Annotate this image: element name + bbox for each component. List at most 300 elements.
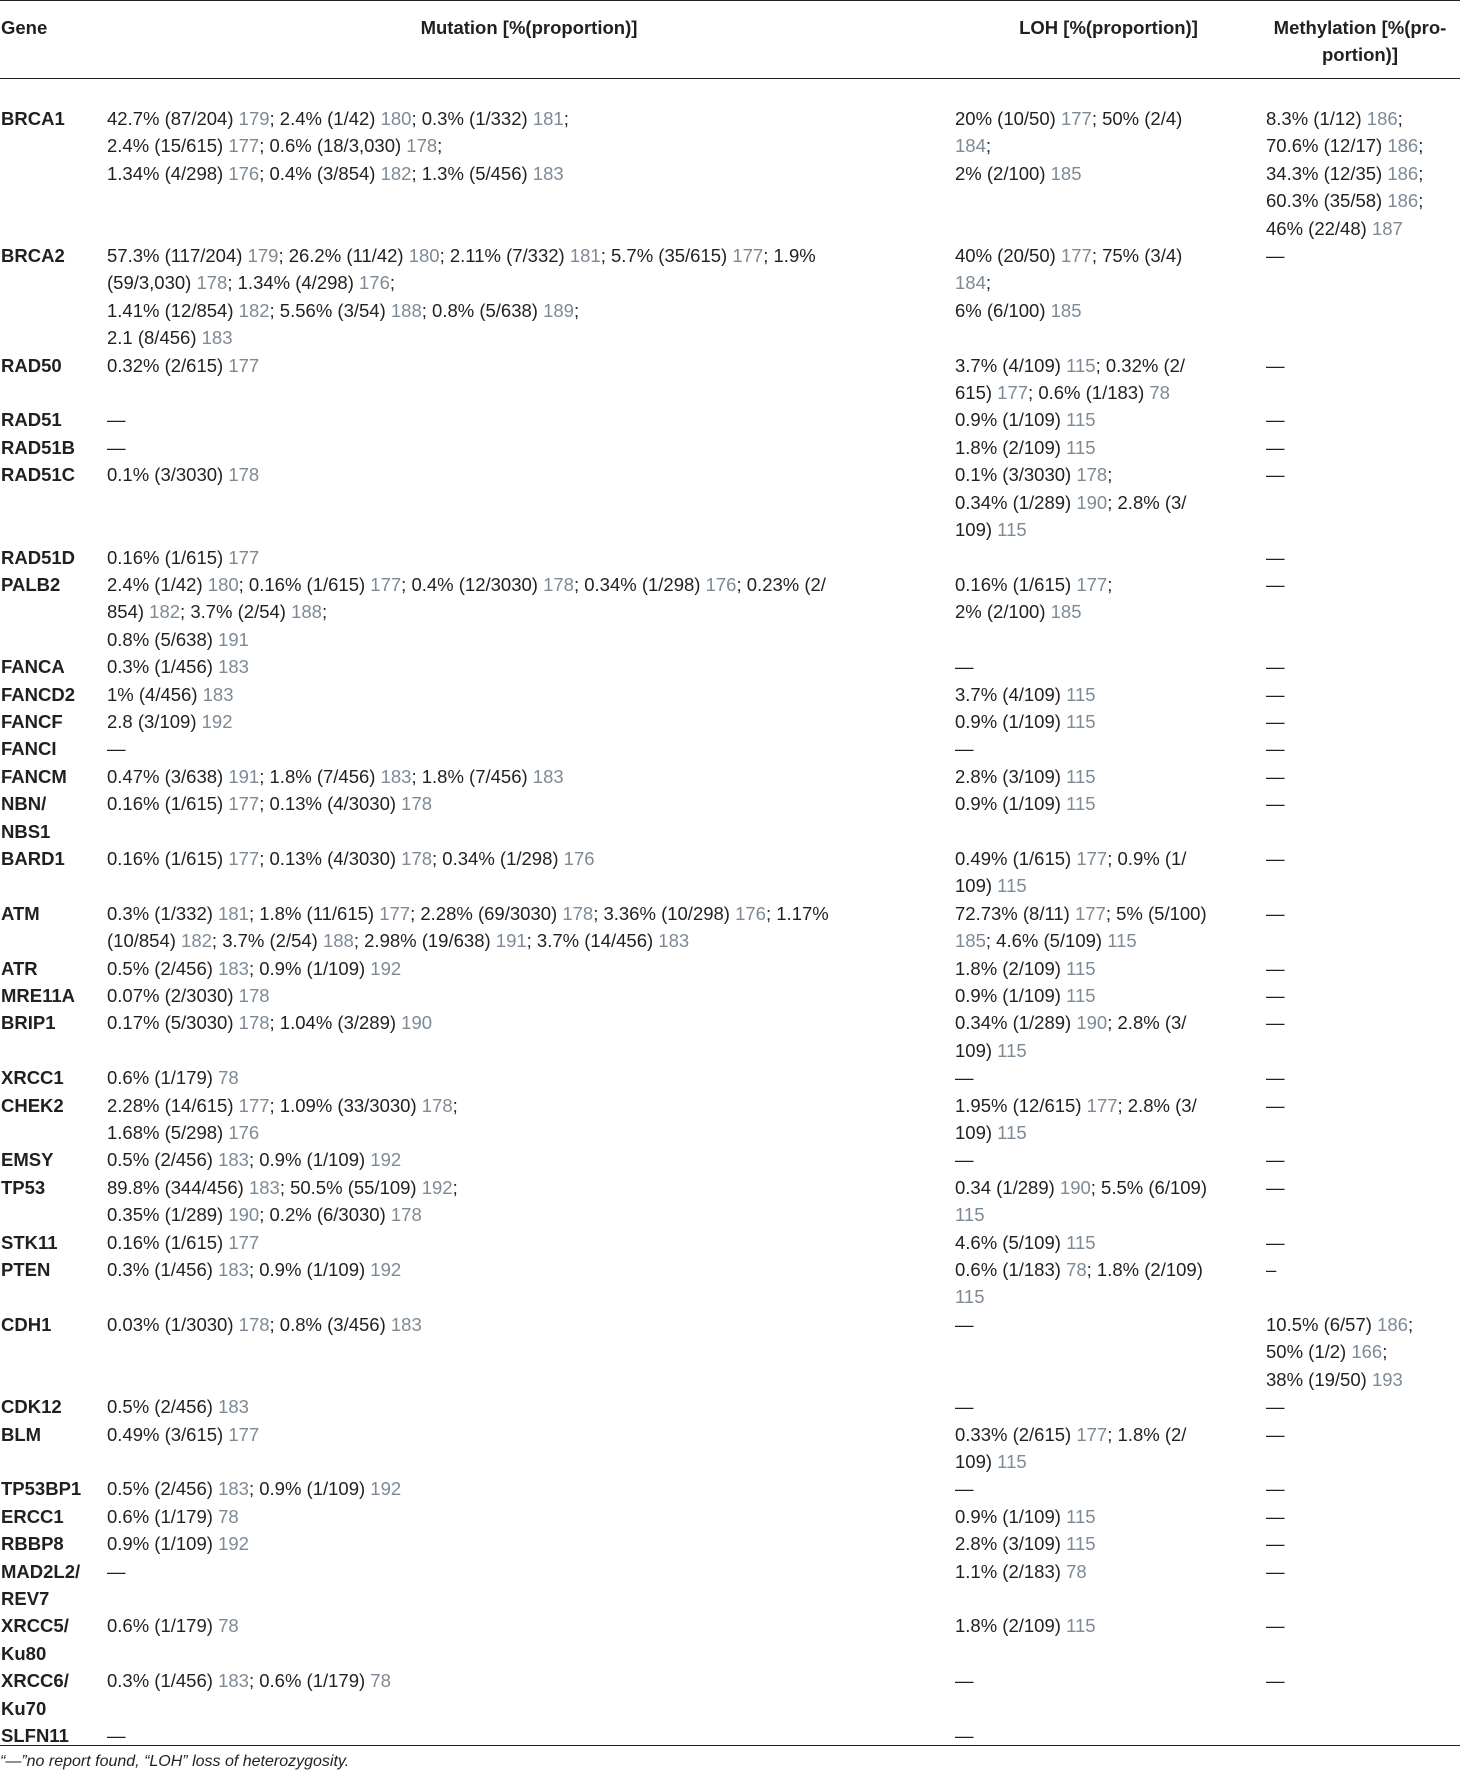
citation-ref: 185 <box>1050 162 1082 184</box>
loh-cell <box>955 1229 1262 1256</box>
mutation-cell <box>103 1667 955 1722</box>
value-text: — <box>1266 985 1285 1006</box>
citation-ref: 78 <box>370 1670 391 1692</box>
header-mutation: Mutation [%(proportion)] <box>420 17 638 38</box>
value-text: 72.73% (8/11) <box>955 902 1075 924</box>
value-text: ; <box>985 135 992 157</box>
loh-line <box>955 598 1258 625</box>
value-text: ; 1.17% <box>765 902 829 924</box>
value-text: ; 0.8% (5/638) <box>421 299 544 321</box>
loh-cell <box>955 763 1262 790</box>
value-text: 0.6% (1/183) <box>955 1259 1067 1281</box>
value-text: 0.49% (3/615) <box>107 1423 229 1445</box>
citation-ref: 178 <box>196 272 228 294</box>
gene-name-line: XRCC5/ <box>1 1615 69 1637</box>
citation-ref: 177 <box>228 1423 260 1445</box>
citation-ref: 178 <box>1076 464 1108 486</box>
table-row <box>0 982 1460 1009</box>
citation-ref: 183 <box>532 162 564 184</box>
value-text: 0.6% (1/179) <box>107 1505 219 1527</box>
value-text: 615) <box>955 382 998 404</box>
mutation-cell <box>103 352 955 407</box>
methylation-line <box>1266 571 1460 598</box>
mutation-line <box>107 1612 949 1639</box>
mutation-cell <box>103 1256 955 1311</box>
citation-ref: 115 <box>1066 1231 1096 1253</box>
methylation-line <box>1266 653 1460 680</box>
gene-name-line: PTEN <box>1 1259 51 1281</box>
methylation-cell <box>1262 1174 1460 1229</box>
loh-line <box>955 1503 1258 1530</box>
gene-name-line: FANCM <box>1 765 67 787</box>
citation-ref: 188 <box>390 299 422 321</box>
gene-name-cell <box>0 1612 103 1667</box>
gene-name-line: RAD51D <box>1 546 76 568</box>
value-text: ; <box>437 135 443 157</box>
gene-name-line: FANCF <box>1 710 63 732</box>
loh-line <box>955 927 1258 954</box>
methylation-line <box>1266 681 1460 708</box>
citation-ref: 185 <box>1050 601 1082 623</box>
citation-ref: 177 <box>1074 902 1106 924</box>
table-row <box>0 845 1460 900</box>
value-text: ; 3.7% (2/54) <box>180 601 292 623</box>
loh-line <box>955 105 1258 132</box>
value-text: ; 0.34% (1/298) <box>573 573 706 595</box>
value-text: 0.5% (2/456) <box>107 957 219 979</box>
value-text: — <box>1266 738 1285 760</box>
loh-cell <box>955 1393 1262 1420</box>
value-text: 2.4% (1/42) <box>107 573 208 595</box>
citation-ref: 115 <box>1066 1533 1096 1555</box>
gene-name-line: BRIP1 <box>1 1012 56 1034</box>
gene-name-line: RAD50 <box>1 354 62 376</box>
value-text: 89.8% (344/456) <box>107 1176 249 1198</box>
value-text: — <box>955 1724 974 1746</box>
header-loh: LOH [%(proportion)] <box>1019 17 1198 38</box>
gene-name-line: NBS1 <box>1 820 51 842</box>
value-text: ; 0.13% (4/3030) <box>259 793 402 815</box>
citation-ref: 176 <box>228 1122 260 1144</box>
value-text: 0.6% (1/179) <box>107 1067 219 1089</box>
loh-cell <box>955 1667 1262 1722</box>
citation-ref: 179 <box>247 245 279 267</box>
value-text: — <box>1266 436 1285 458</box>
table-row <box>0 1612 1460 1667</box>
citation-ref: 178 <box>543 573 574 595</box>
loh-line <box>955 1667 1258 1694</box>
methylation-line <box>1266 1612 1460 1639</box>
mutation-line <box>107 1393 949 1420</box>
citation-ref: 185 <box>955 930 986 952</box>
mutation-line <box>107 434 949 461</box>
value-text: (10/854) <box>107 930 182 952</box>
value-text: 4.6% (5/109) <box>955 1231 1067 1253</box>
value-text: — <box>107 1724 126 1746</box>
mutation-cell <box>103 735 955 762</box>
citation-ref: 182 <box>380 162 412 184</box>
gene-name-line: XRCC6/ <box>1 1670 69 1692</box>
mutation-line <box>107 132 949 159</box>
gene-name-line: Ku70 <box>1 1697 47 1719</box>
methylation-cell <box>1262 735 1460 762</box>
mutation-line <box>107 1311 949 1338</box>
value-text: — <box>1266 1094 1285 1116</box>
value-text: ; 1.04% (3/289) <box>269 1012 402 1034</box>
citation-ref: 184 <box>955 135 986 157</box>
gene-name-cell <box>0 955 103 982</box>
gene-name-cell <box>0 1146 103 1173</box>
citation-ref: 115 <box>1107 930 1137 952</box>
value-text: 1.68% (5/298) <box>107 1122 229 1144</box>
gene-name-line: FANCA <box>1 656 65 678</box>
methylation-cell <box>1262 1475 1460 1502</box>
mutation-line <box>107 406 949 433</box>
table-header-row <box>0 0 1460 93</box>
value-text: — <box>1266 656 1285 678</box>
loh-line <box>955 790 1258 817</box>
value-text: — <box>1266 1505 1285 1527</box>
loh-line <box>955 653 1258 680</box>
mutation-line <box>107 1558 949 1585</box>
loh-cell <box>955 544 1262 571</box>
methylation-cell <box>1262 1146 1460 1173</box>
table-row <box>0 1421 1460 1476</box>
citation-ref: 177 <box>1076 1423 1108 1445</box>
mutation-line <box>107 845 949 872</box>
citation-ref: 178 <box>238 1012 270 1034</box>
loh-cell <box>955 708 1262 735</box>
citation-ref: 78 <box>218 1505 239 1527</box>
loh-cell <box>955 900 1262 955</box>
value-text: ; 1.9% <box>763 245 816 267</box>
gene-name-line: RAD51C <box>1 464 76 486</box>
gene-name-line: BLM <box>1 1423 42 1445</box>
loh-line <box>955 1256 1258 1283</box>
gene-name-cell <box>0 1064 103 1091</box>
gene-name-line: FANCD2 <box>1 683 76 705</box>
mutation-line <box>107 1530 949 1557</box>
value-text: 0.16% (1/615) <box>107 546 229 568</box>
value-text: 38% (19/50) <box>1266 1368 1372 1390</box>
mutation-cell <box>103 1229 955 1256</box>
value-text: ; 3.7% (2/54) <box>211 930 323 952</box>
value-text: ; 1.8% (7/456) <box>259 765 381 787</box>
mutation-line <box>107 708 949 735</box>
citation-ref: 192 <box>218 1533 249 1555</box>
table-row <box>0 1475 1460 1502</box>
loh-cell <box>955 1475 1262 1502</box>
methylation-line <box>1266 1421 1460 1448</box>
methylation-line <box>1266 352 1460 379</box>
value-text: — <box>1266 546 1285 568</box>
loh-line <box>955 571 1258 598</box>
value-text: ; <box>1382 1341 1388 1363</box>
table-row <box>0 1503 1460 1530</box>
citation-ref: 115 <box>1066 793 1096 815</box>
table-body <box>0 93 1460 1749</box>
methylation-cell <box>1262 352 1460 407</box>
methylation-line <box>1266 1229 1460 1256</box>
mutation-cell <box>103 982 955 1009</box>
gene-name-cell <box>0 1229 103 1256</box>
citation-ref: 183 <box>532 765 564 787</box>
value-text: 0.5% (2/456) <box>107 1149 219 1171</box>
value-text: 2.1 (8/456) <box>107 327 202 349</box>
citation-ref: 184 <box>955 272 986 294</box>
gene-name-cell <box>0 845 103 900</box>
table-row <box>0 461 1460 543</box>
value-text: 0.5% (2/456) <box>107 1396 219 1418</box>
citation-ref: 181 <box>218 902 249 924</box>
citation-ref: 183 <box>218 1396 249 1418</box>
loh-cell <box>955 461 1262 543</box>
loh-line <box>955 352 1258 379</box>
mutation-cell <box>103 1092 955 1147</box>
methylation-line <box>1266 1009 1460 1036</box>
mutation-cell <box>103 1174 955 1229</box>
value-text: ; 5.5% (6/109) <box>1090 1176 1207 1198</box>
methylation-line <box>1266 1667 1460 1694</box>
mutation-cell <box>103 406 955 433</box>
value-text: 2.4% (15/615) <box>107 135 229 157</box>
value-text: 1.41% (12/854) <box>107 299 239 321</box>
value-text: ; 0.34% (1/298) <box>432 847 564 869</box>
citation-ref: 78 <box>1066 1560 1087 1582</box>
citation-ref: 191 <box>218 628 249 650</box>
gene-name-line: CHEK2 <box>1 1094 64 1116</box>
value-text: 0.16% (1/615) <box>955 573 1077 595</box>
table-row <box>0 1146 1460 1173</box>
mutation-line <box>107 982 949 1009</box>
value-text: — <box>107 738 126 760</box>
value-text: 854) <box>107 601 150 623</box>
mutation-line <box>107 955 949 982</box>
value-text: 109) <box>955 519 998 541</box>
value-text: 0.34 (1/289) <box>955 1176 1060 1198</box>
citation-ref: 190 <box>1076 491 1108 513</box>
value-text: ; 0.9% (1/109) <box>248 957 371 979</box>
value-text: 109) <box>955 875 998 897</box>
mutation-line <box>107 1119 949 1146</box>
citation-ref: 178 <box>401 847 433 869</box>
value-text: — <box>1266 1615 1285 1637</box>
loh-line <box>955 1558 1258 1585</box>
methylation-line <box>1266 215 1460 242</box>
citation-ref: 190 <box>1076 1012 1108 1034</box>
citation-ref: 115 <box>1066 765 1096 787</box>
methylation-cell <box>1262 406 1460 433</box>
value-text: — <box>1266 683 1285 705</box>
methylation-cell <box>1262 982 1460 1009</box>
methylation-line <box>1266 544 1460 571</box>
value-text: — <box>1266 1012 1285 1034</box>
value-text: ; 0.9% (1/109) <box>248 1259 371 1281</box>
citation-ref: 115 <box>1066 436 1096 458</box>
table-row <box>0 763 1460 790</box>
mutation-cell <box>103 1503 955 1530</box>
citation-ref: 78 <box>1066 1259 1087 1281</box>
value-text: 1.1% (2/183) <box>955 1560 1067 1582</box>
value-text: 1% (4/456) <box>107 683 203 705</box>
value-text: — <box>1266 1231 1285 1253</box>
table-row <box>0 352 1460 407</box>
value-text: 2.8% (3/109) <box>955 1533 1067 1555</box>
gene-name-cell <box>0 544 103 571</box>
value-text: — <box>1266 245 1285 267</box>
value-text: 2% (2/100) <box>955 162 1051 184</box>
citation-ref: 115 <box>1066 957 1096 979</box>
mutation-cell <box>103 1530 955 1557</box>
methylation-line <box>1266 1064 1460 1091</box>
methylation-cell <box>1262 845 1460 900</box>
citation-ref: 115 <box>997 875 1027 897</box>
methylation-line <box>1266 1503 1460 1530</box>
loh-line <box>955 1448 1258 1475</box>
loh-cell <box>955 1064 1262 1091</box>
value-text: 46% (22/48) <box>1266 217 1372 239</box>
mutation-line <box>107 1421 949 1448</box>
loh-cell <box>955 735 1262 762</box>
loh-line <box>955 1174 1258 1201</box>
citation-ref: 115 <box>1066 1615 1096 1637</box>
value-text: ; <box>452 1094 458 1116</box>
methylation-cell <box>1262 105 1460 242</box>
loh-cell <box>955 1530 1262 1557</box>
methylation-cell <box>1262 242 1460 352</box>
citation-ref: 177 <box>238 1094 270 1116</box>
methylation-cell <box>1262 1229 1460 1256</box>
value-text: (59/3,030) <box>107 272 197 294</box>
table-row <box>0 1092 1460 1147</box>
loh-line <box>955 763 1258 790</box>
mutation-line <box>107 927 949 954</box>
loh-line <box>955 845 1258 872</box>
citation-ref: 190 <box>401 1012 433 1034</box>
gene-name-line: SLFN11 <box>1 1724 69 1746</box>
value-text: — <box>1266 1176 1285 1198</box>
value-text: ; 0.23% (2/ <box>736 573 826 595</box>
citation-ref: 176 <box>359 272 390 294</box>
methylation-cell <box>1262 1667 1460 1722</box>
table-row <box>0 1558 1460 1613</box>
value-text: 0.3% (1/456) <box>107 1670 219 1692</box>
table-row <box>0 1393 1460 1420</box>
citation-ref: 177 <box>1086 1094 1118 1116</box>
loh-cell <box>955 982 1262 1009</box>
value-text: 0.9% (1/109) <box>955 1505 1067 1527</box>
table-row <box>0 242 1460 352</box>
mutation-line <box>107 735 949 762</box>
table-row <box>0 1229 1460 1256</box>
methylation-line <box>1266 1174 1460 1201</box>
methylation-line <box>1266 132 1460 159</box>
value-text: ; 0.4% (3/854) <box>259 162 381 184</box>
loh-line <box>955 1311 1258 1338</box>
mutation-cell <box>103 461 955 543</box>
methylation-line <box>1266 1146 1460 1173</box>
value-text: 0.35% (1/289) <box>107 1204 229 1226</box>
citation-ref: 187 <box>1371 217 1403 239</box>
citation-ref: 178 <box>421 1094 453 1116</box>
methylation-line <box>1266 1311 1460 1338</box>
citation-ref: 176 <box>563 847 595 869</box>
mutation-cell <box>103 1393 955 1420</box>
value-text: ; <box>1418 135 1424 157</box>
citation-ref: 78 <box>218 1067 239 1089</box>
citation-ref: 178 <box>406 135 438 157</box>
gene-name-cell <box>0 790 103 845</box>
loh-cell <box>955 1009 1262 1064</box>
gene-name-cell <box>0 763 103 790</box>
loh-cell <box>955 105 1262 242</box>
loh-line <box>955 461 1258 488</box>
value-text: 0.1% (3/3030) <box>955 464 1077 486</box>
value-text: 0.6% (1/179) <box>107 1615 219 1637</box>
value-text: ; <box>985 272 992 294</box>
value-text: 0.47% (3/638) <box>107 765 229 787</box>
citation-ref: 193 <box>1371 1368 1403 1390</box>
table-row <box>0 790 1460 845</box>
gene-name-line: BRCA1 <box>1 108 65 129</box>
methylation-line <box>1266 1530 1460 1557</box>
value-text: ; 0.13% (4/3030) <box>259 847 402 869</box>
gene-name-cell <box>0 1530 103 1557</box>
methylation-line <box>1266 1475 1460 1502</box>
citation-ref: 192 <box>370 957 402 979</box>
value-text: — <box>1266 765 1285 787</box>
citation-ref: 115 <box>1066 409 1096 431</box>
value-text: 0.9% (1/109) <box>955 409 1067 431</box>
mutation-line <box>107 1064 949 1091</box>
value-text: ; 0.9% (1/ <box>1107 847 1187 869</box>
mutation-line <box>107 763 949 790</box>
mutation-cell <box>103 900 955 955</box>
loh-cell <box>955 1174 1262 1229</box>
value-text: — <box>1266 1067 1285 1089</box>
table-row <box>0 1256 1460 1311</box>
methylation-line <box>1266 406 1460 433</box>
loh-cell <box>955 1503 1262 1530</box>
citation-ref: 177 <box>228 847 260 869</box>
methylation-line <box>1266 900 1460 927</box>
mutation-line <box>107 105 949 132</box>
value-text: — <box>1266 847 1285 869</box>
value-text: ; 2.28% (69/3030) <box>410 902 563 924</box>
citation-ref: 183 <box>202 683 234 705</box>
gene-name-cell <box>0 571 103 653</box>
table-row <box>0 406 1460 433</box>
loh-line <box>955 489 1258 516</box>
mutation-line <box>107 1667 949 1694</box>
header-methylation <box>1262 0 1460 93</box>
table-row <box>0 735 1460 762</box>
mutation-cell <box>103 571 955 653</box>
value-text: ; 2.4% (1/42) <box>269 108 381 129</box>
gene-name-cell <box>0 1503 103 1530</box>
methylation-cell <box>1262 1558 1460 1613</box>
methylation-cell <box>1262 1530 1460 1557</box>
methylation-line <box>1266 845 1460 872</box>
value-text: 2.8% (3/109) <box>955 765 1067 787</box>
value-text: – <box>1266 1259 1277 1281</box>
citation-ref: 183 <box>390 1313 422 1335</box>
gene-name-line: PALB2 <box>1 573 61 595</box>
mutation-line <box>107 900 949 927</box>
citation-ref: 115 <box>1066 985 1096 1006</box>
methylation-line <box>1266 1092 1460 1119</box>
loh-line <box>955 982 1258 1009</box>
